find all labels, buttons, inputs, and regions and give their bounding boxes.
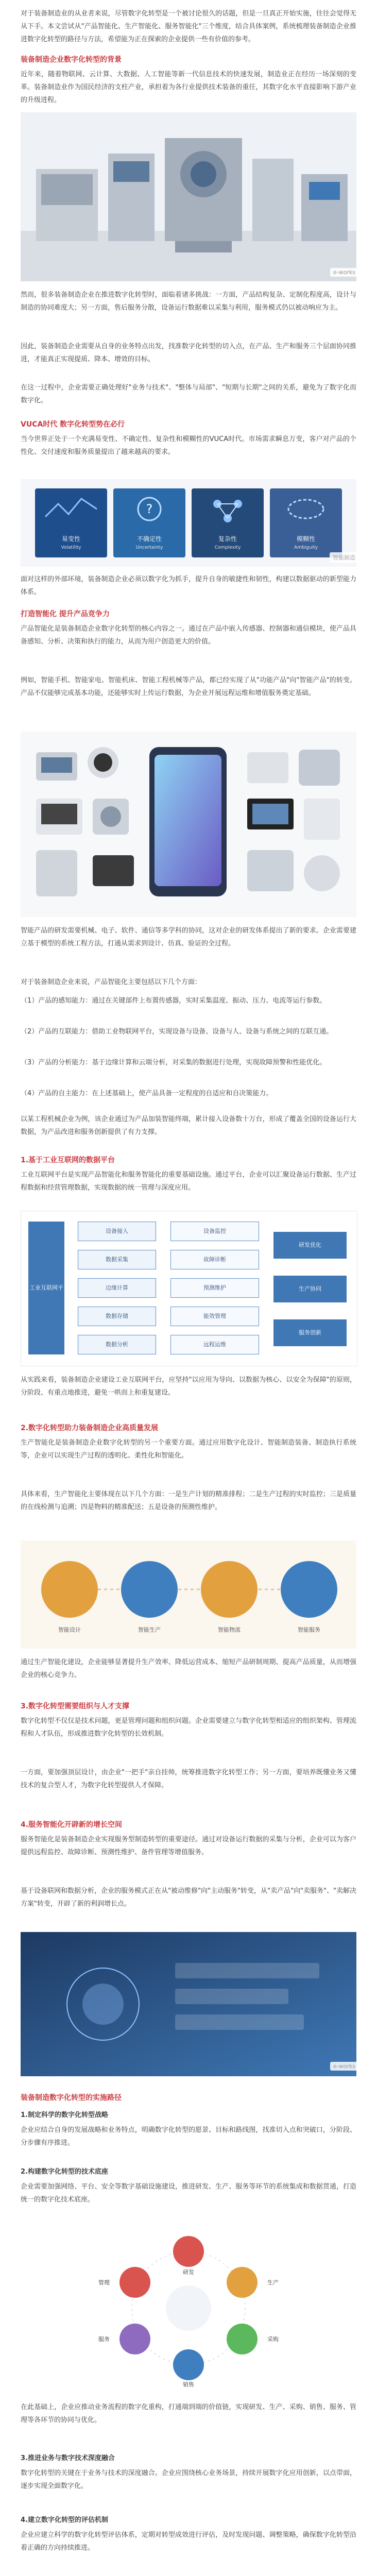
diagram-node: 数据存储 [78, 1307, 156, 1326]
paragraph: 通过生产智能化建设，企业能够显著提升生产效率、降低运营成本、缩短产品研制周期、提高产品质量，从而增强企业的核心竞争力。 [21, 1658, 356, 1679]
circle-label: 智能物流 [218, 1626, 241, 1633]
smart-products-image [21, 732, 356, 917]
vuca-tile-complexity: 复杂性 Complexity [192, 488, 264, 557]
vuca-tile-uncertainty: ? 不确定性 Uncertainty [113, 488, 185, 557]
section-title-product: 打造智能化 提升产品竞争力 [21, 610, 110, 618]
paragraph: 产品智能化是装备制造企业数字化转型的核心内容之一。通过在产品中嵌入传感器、控制器和通信模块，使产品具备感知、分析、决策和执行的能力，从而为用户创造更大的价值。 [21, 625, 356, 646]
value-chain-icons-image [21, 2226, 356, 2391]
paragraph: 面对这样的外部环境，装备制造企业必须以数字化为抓手，提升自身的敏捷性和韧性，构建以数据驱动的新型能力体系。 [21, 575, 356, 596]
icon-label: 生产 [267, 2279, 279, 2286]
paragraph: 数字化转型不仅仅是技术问题，更是管理问题和组织问题。企业需要建立与数字化转型相适应的组织架构、管理流程和人才队伍，形成推进数字化转型的长效机制。 [21, 1717, 356, 1738]
circle-label: 智能生产 [138, 1626, 161, 1633]
paragraph: 近年来，随着物联网、云计算、大数据、人工智能等新一代信息技术的快速发展，制造业正在经历一场深刻的变革。装备制造业作为国民经济的支柱产业，承担着为各行业提供技术装备的重任，其数字化水平直接影响下游产业的升级进程。 [21, 71, 356, 104]
subsection-title: 3.推进业务与数字技术深度融合 [21, 2454, 115, 2462]
section-title-production: 2.数字化转型助力装备制造企业高质量发展 [21, 1424, 159, 1432]
paragraph: 以某工程机械企业为例，该企业通过为产品加装智能终端，累计接入设备数十万台，形成了覆盖全国的设备运行大数据，为产品改进和服务创新提供了有力支撑。 [21, 1115, 356, 1136]
icon-label: 管理 [98, 2279, 110, 2286]
diagram-node: 数据分析 [78, 1335, 156, 1354]
paragraph: 在这一过程中，企业需要正确处理好"业务与技术"、"整体与局部"、"短期与长期"之间的关系，避免为了数字化而数字化。 [21, 384, 356, 404]
diagram-node: 设备接入 [78, 1222, 156, 1241]
paragraph: 企业应结合自身的发展战略和业务特点，明确数字化转型的愿景、目标和路线图，找准切入点和突破口，分阶段、分步骤有序推进。 [21, 2126, 356, 2147]
subsection-title: 2.构建数字化转型的技术底座 [21, 2168, 108, 2176]
icon-label: 服务 [98, 2336, 110, 2343]
diagram-root-label: 工业互联网平台 [28, 1222, 64, 1354]
paragraph: 工业互联网平台是实现产品智能化和服务智能化的重要基础设施。通过平台，企业可以汇聚设备运行数据、生产过程数据和经营管理数据，实现数据的统一管理与深度应用。 [21, 1171, 356, 1192]
circle-label: 智能设计 [58, 1626, 81, 1633]
icon-management [119, 2267, 150, 2298]
icon-service [119, 2324, 150, 2354]
vuca-image [21, 479, 356, 567]
circle-smart-production [121, 1561, 178, 1618]
diagram-node: 服务创新 [273, 1319, 347, 1346]
paragraph: 对于装备制造企业来说，产品智能化主要包括以下几个方面： [21, 978, 202, 986]
paragraph: 然而，很多装备制造企业在推进数字化转型时，面临着诸多挑战：一方面，产品结构复杂、定制化程度高，设计与制造的协同难度大；另一方面，售后服务分散，设备运行数据难以采集与利用，服务模式仍以被动响应为主。 [21, 291, 356, 312]
paragraph: 具体来看，生产智能化主要体现在以下几个方面：一是生产计划的精准排程；二是生产过程的实时监控；三是质量的在线检测与追溯；四是物料的精准配送；五是设备的预测性维护。 [21, 1490, 356, 1511]
diagram-node: 预测维护 [170, 1278, 259, 1298]
paragraph: 从实践来看，装备制造企业建设工业互联网平台，应坚持"以应用为导向、以数据为核心、以安全为保障"的原则，分阶段、有重点地推进，避免一哄而上和重复建设。 [21, 1376, 356, 1397]
list-item: （3）产品的分析能力：基于边缘计算和云端分析，对采集的数据进行处理，实现故障预警和性能优化。 [21, 1059, 327, 1066]
paragraph: 当今世界正处于一个充满易变性、不确定性、复杂性和模糊性的VUCA时代。市场需求瞬息万变，客户对产品的个性化、交付速度和服务质量提出了越来越高的要求。 [21, 435, 356, 456]
diagram-node: 生产协同 [273, 1276, 347, 1302]
production-circles-image [21, 1540, 356, 1649]
paragraph: 智能产品的研发需要机械、电子、软件、通信等多学科的协同，这对企业的研发体系提出了新的要求。企业需要建立基于模型的系统工程方法，打通从需求到设计、仿真、验证的全过程。 [21, 927, 356, 947]
list-item: （1）产品的感知能力：通过在关键部件上布置传感器，实时采集温度、振动、压力、电流等运行参数。 [21, 997, 327, 1005]
circle-smart-logistics [201, 1561, 258, 1618]
subsection-title-platform: 1.基于工业互联网的数据平台 [21, 1156, 115, 1164]
diagram-node: 数据采集 [78, 1250, 156, 1269]
image-watermark: e-works [330, 268, 358, 277]
paragraph: 例如，智能手机、智能家电、智能机床、智能工程机械等产品，都已经实现了从"功能产品"向"智能产品"的转变。产品不仅能够完成基本功能，还能够实时上传运行数据，为企业开展远程运维和增值服务奠定基础。 [21, 676, 356, 697]
icon-procurement [227, 2324, 258, 2354]
subsection-title: 4.建立数字化转型的评估机制 [21, 2516, 108, 2524]
paragraph: 一方面，要加强顶层设计，由企业"一把手"亲自挂帅，统筹推进数字化转型工作；另一方面，要培养既懂业务又懂技术的复合型人才，为数字化转型提供人才保障。 [21, 1769, 356, 1789]
subsection-title: 1.制定科学的数字化转型战略 [21, 2111, 108, 2119]
vuca-tile-volatility: 易变性 Volatility [35, 488, 107, 557]
svg-text:?: ? [146, 502, 153, 516]
intro-paragraph: 对于装备制造业的从业者来说，尽管数字化转型是一个被讨论很久的话题，但是一旦真正开始实施，往往会觉得无从下手。本文尝试从"产品智能化、生产智能化、服务智能化"三个维度，结合具体案例，系统梳理装备制造企业推进数字化转型的路径与方法，希望能为正在探索的企业提供一些有价值的参考。 [21, 10, 356, 43]
image-watermark: e-works [330, 2062, 358, 2071]
icon-label: 研发 [183, 2269, 194, 2276]
icon-label: 采购 [267, 2336, 279, 2343]
paragraph: 生产智能化是装备制造企业数字化转型的另一个重要方面。通过应用数字化设计、智能制造装备、制造执行系统等，企业可以实现生产过程的透明化、柔性化和智能化。 [21, 1439, 356, 1460]
circle-smart-service [281, 1561, 337, 1618]
section-title-organization: 3.数字化转型需要组织与人才支撑 [21, 1702, 130, 1710]
service-image [21, 1932, 356, 2076]
list-item: （4）产品的自主能力：在上述基础上，使产品具备一定程度的自适应和自决策能力。 [21, 1090, 273, 1097]
diagram-node: 能效管理 [170, 1307, 259, 1326]
section-title-path: 装备制造数字化转型的实施路径 [21, 2094, 122, 2102]
section-title-background: 装备制造企业数字化转型的背景 [21, 56, 122, 64]
paragraph: 因此，装备制造企业需要从自身的业务特点出发，找准数字化转型的切入点，在产品、生产和服务三个层面协同推进，才能真正实现提质、降本、增效的目标。 [21, 343, 356, 363]
factory-equipment-image [21, 112, 356, 281]
circle-smart-design [41, 1561, 98, 1618]
section-title-vuca: VUCA时代 数字化转型势在必行 [21, 420, 125, 429]
diagram-node: 边缘计算 [78, 1278, 156, 1298]
list-item: （2）产品的互联能力：借助工业物联网平台，实现设备与设备、设备与人、设备与系统之间的互联互通。 [21, 1028, 333, 1036]
image-watermark: 智能制造 [330, 552, 358, 563]
paragraph: 在此基础上，企业应推动业务流程的数字化重构，打通端到端的价值链，实现研发、生产、采购、销售、服务、管理等各环节的协同与优化。 [21, 2403, 356, 2424]
circle-label: 智能服务 [298, 1626, 320, 1633]
paragraph: 数字化转型的关键在于业务与技术的深度融合。企业应围绕核心业务场景，持续开展数字化应用创新，以点带面，逐步实现全面数字化。 [21, 2469, 356, 2490]
paragraph: 企业需要加强网络、平台、安全等数字基础设施建设，推进研发、生产、服务等环节的系统集成和数据贯通，打造统一的数字化技术底座。 [21, 2183, 356, 2204]
paragraph: 企业应建立科学的数字化转型评估体系，定期对转型成效进行评估，及时发现问题、调整策略，确保数字化转型沿着正确的方向持续推进。 [21, 2531, 356, 2552]
diagram-node: 设备监控 [170, 1222, 259, 1241]
diagram-node: 研发优化 [273, 1232, 347, 1259]
diagram-node: 远程运维 [170, 1335, 259, 1354]
paragraph: 服务智能化是装备制造企业实现服务型制造转型的重要途径。通过对设备运行数据的采集与分析，企业可以为客户提供远程监控、故障诊断、预测性维护、备件管理等增值服务。 [21, 1836, 356, 1856]
icon-production [227, 2267, 258, 2298]
icon-sales [173, 2349, 204, 2380]
vuca-tile-ambiguity: 模糊性 Ambiguity [270, 488, 342, 557]
diagram-node: 故障诊断 [170, 1250, 259, 1269]
paragraph: 基于设备联网和数据分析，企业的服务模式正在从"被动维修"向"主动服务"转变，从"卖产品"向"卖服务"、"卖解决方案"转变，开辟了新的利润增长点。 [21, 1887, 356, 1908]
icon-rnd [173, 2236, 204, 2267]
section-title-service: 4.服务智能化开辟新的增长空间 [21, 1821, 123, 1829]
icon-label: 销售 [183, 2381, 194, 2388]
